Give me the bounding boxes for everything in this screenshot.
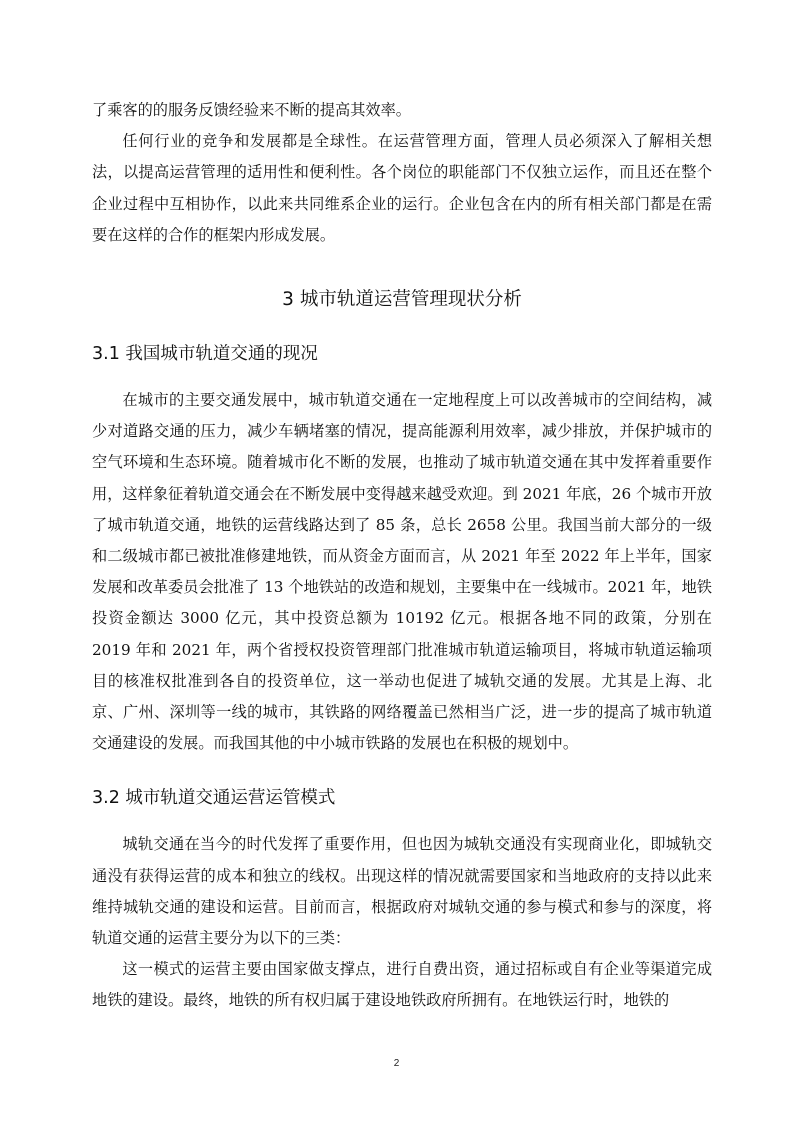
paragraph-continuation: 了乘客的的服务反馈经验来不断的提高其效率。	[92, 101, 411, 119]
page-content	[92, 95, 712, 1017]
paragraph-operation-modes: 城轨交通在当今的时代发挥了重要作用，但也因为城轨交通没有实现商业化，即城轨交通没有获得运营的成本和独立的线权。出现这样的情况就需要国家和当地政府的支持以此来维持城轨交通的建设和运营。目前而言，根据政府对城轨交通的参与模式和参与的深度，将轨道交通的运营主要分为以下的三类：	[92, 835, 712, 948]
paragraph-mode-one: 这一模式的运营主要由国家做支撑点，进行自费出资，通过招标或自有企业等渠道完成地铁的建设。最终，地铁的所有权归属于建设地铁政府所拥有。在地铁运行时，地铁的	[92, 960, 712, 1010]
section-heading-3-1: 3.1 我国城市轨道交通的现况	[92, 344, 318, 365]
chapter-title: 3 城市轨道运营管理现状分析	[282, 289, 522, 311]
page-number: 2	[393, 1058, 400, 1069]
paragraph-current-status: 在城市的主要交通发展中，城市轨道交通在一定地程度上可以改善城市的空间结构，减少对道路交通的压力，减少车辆堵塞的情况，提高能源利用效率，减少排放，并保护城市的空气环境和生态环境。随着城市化不断的发展，也推动了城市轨道交通在其中发挥着重要作用，这样象征着轨道交通会在不断发展中变得越来越受欢迎。到 2021 年底，26 个城市开放了城市轨道交通，地铁的运营线路达到了 85 条，总长 2658 公里。我国当前大部分的一级和二级城市都已被批准修建地铁，而从资金方面而言，从 2021 年至 2022 年上半年，国家发展和改革委员会批准了 13 个地铁站的改造和规划，主要集中在一线城市。2021 年，地铁投资金额达 3000 亿元，其中投资总额为 10192 亿元。根据各地不同的政策，分别在 2019 年和 2021 年，两个省授权投资管理部门批准城市轨道运输项目，将城市轨道运输项目的核准权批准到各自的投资单位，这一举动也促进了城轨交通的发展。尤其是上海、北京、广州、深圳等一线的城市，其铁路的网络覆盖已然相当广泛，进一步的提高了城市轨道交通建设的发展。而我国其他的中小城市铁路的发展也在积极的规划中。	[92, 391, 712, 753]
paragraph-competition: 任何行业的竞争和发展都是全球性。在运营管理方面，管理人员必须深入了解相关想法，以提高运营管理的适用性和便利性。各个岗位的职能部门不仅独立运作，而且还在整个企业过程中互相协作，以此来共同维系企业的运行。企业包含在内的所有相关部门都是在需要在这样的合作的框架内形成发展。	[92, 132, 712, 244]
section-heading-3-2: 3.2 城市轨道交通运营运管模式	[92, 788, 336, 809]
